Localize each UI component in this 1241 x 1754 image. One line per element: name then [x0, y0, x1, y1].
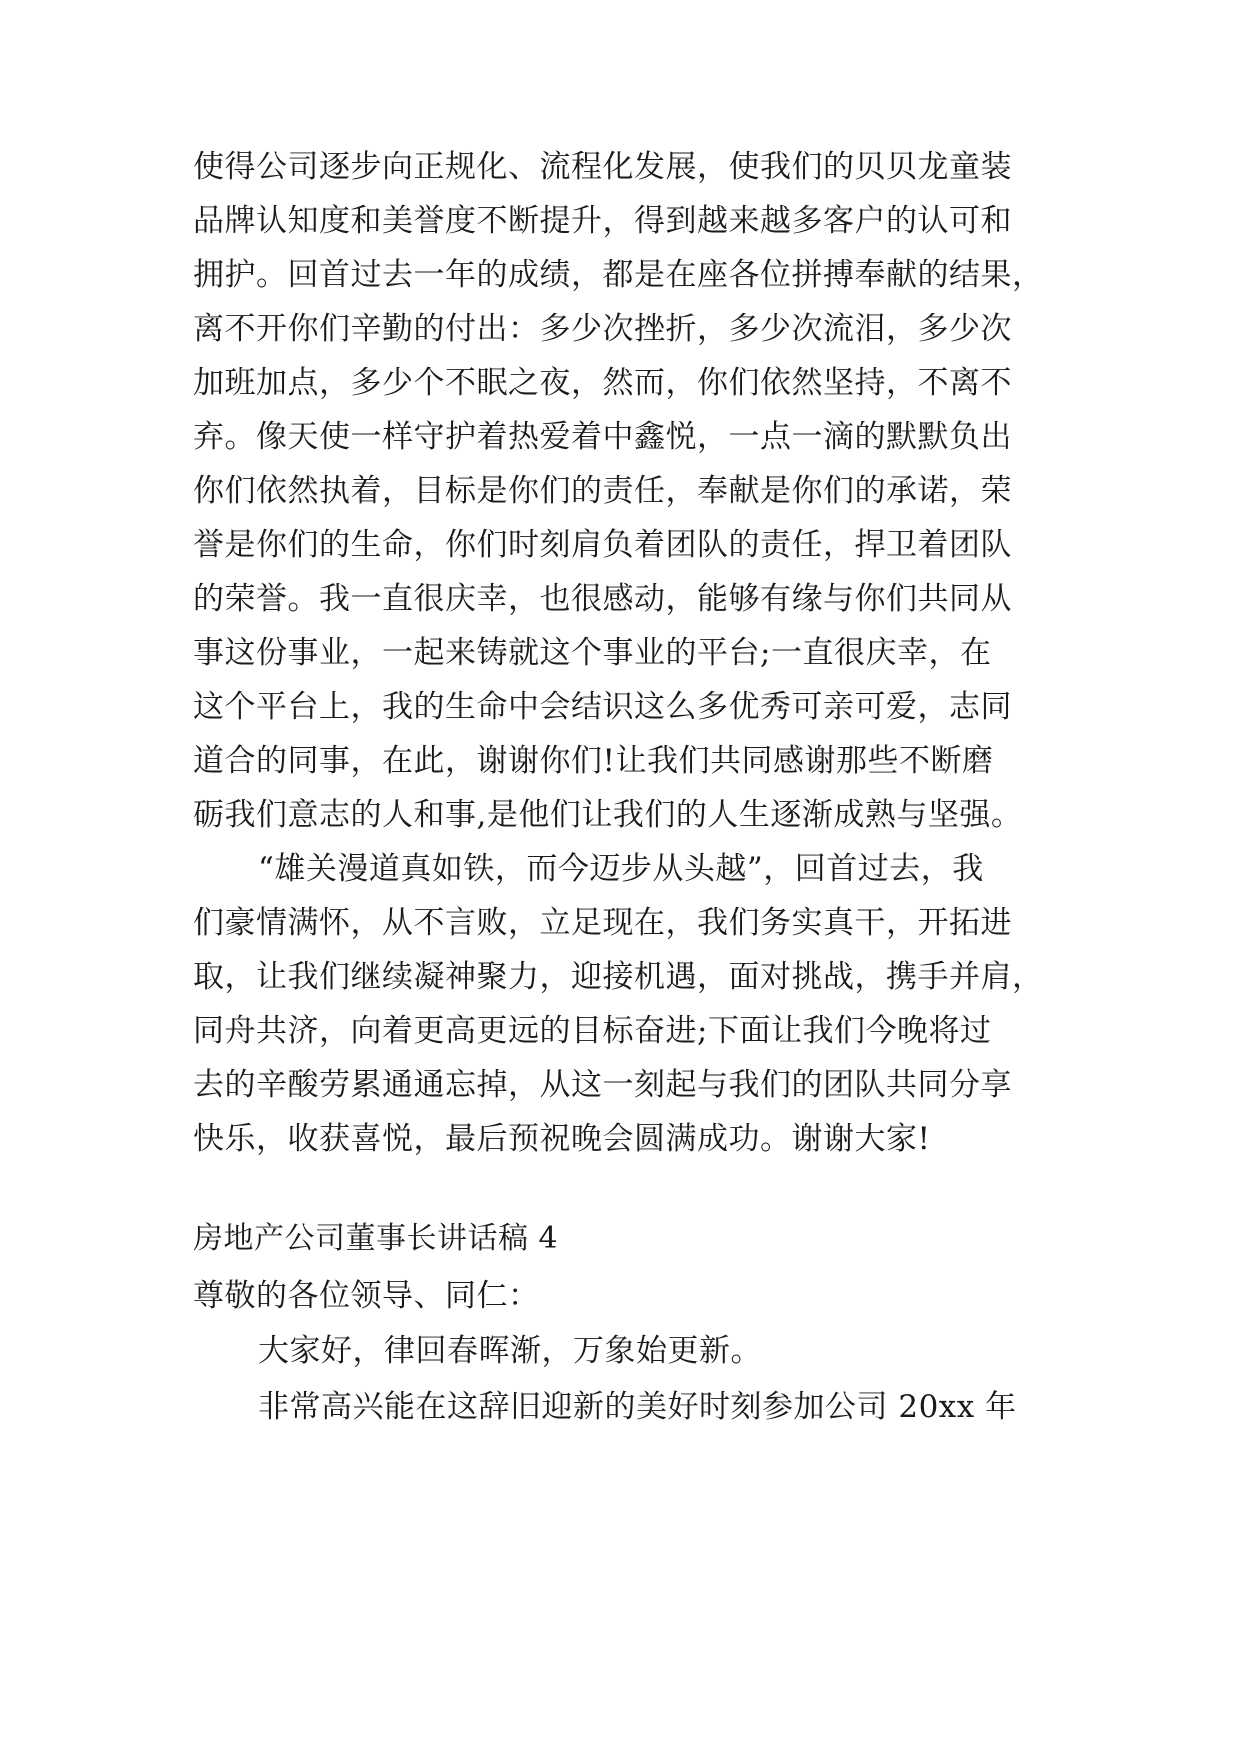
paragraph-line: 非常高兴能在这辞旧迎新的美好时刻参加公司 20xx 年 — [258, 1389, 1017, 1425]
paragraph-line: 品牌认知度和美誉度不断提升，得到越来越多客户的认可和 — [193, 203, 1012, 239]
paragraph-line: 们豪情满怀，从不言败，立足现在，我们务实真干，开拓进 — [193, 905, 1012, 941]
section-heading: 房地产公司董事长讲话稿 4 — [193, 1221, 559, 1256]
paragraph-line: 道合的同事，在此，谢谢你们!让我们共同感谢那些不断磨 — [193, 743, 994, 779]
paragraph-line: 誉是你们的生命，你们时刻肩负着团队的责任，捍卫着团队 — [193, 527, 1012, 563]
paragraph-line: 加班加点，多少个不眠之夜，然而，你们依然坚持，不离不 — [193, 365, 1012, 401]
salutation: 尊敬的各位领导、同仁： — [193, 1278, 540, 1314]
greeting-line: 大家好，律回春晖渐，万象始更新。 — [258, 1333, 762, 1369]
paragraph-line: “雄关漫道真如铁，而今迈步从头越”，回首过去，我 — [258, 851, 984, 887]
paragraph-line: 快乐，收获喜悦，最后预祝晚会圆满成功。谢谢大家! — [193, 1121, 931, 1157]
paragraph-line: 的荣誉。我一直很庆幸，也很感动，能够有缘与你们共同从 — [193, 581, 1012, 617]
paragraph-line: 使得公司逐步向正规化、流程化发展，使我们的贝贝龙童装 — [193, 149, 1012, 185]
paragraph-line: 砺我们意志的人和事,是他们让我们的人生逐渐成熟与坚强。 — [193, 797, 1023, 833]
paragraph-line: 离不开你们辛勤的付出：多少次挫折，多少次流泪，多少次 — [193, 311, 1012, 347]
paragraph-line: 去的辛酸劳累通通忘掉，从这一刻起与我们的团队共同分享 — [193, 1067, 1012, 1103]
paragraph-line: 取，让我们继续凝神聚力，迎接机遇，面对挑战，携手并肩， — [193, 959, 1044, 995]
paragraph-line: 同舟共济，向着更高更远的目标奋进;下面让我们今晚将过 — [193, 1013, 992, 1049]
paragraph-line: 事这份事业，一起来铸就这个事业的平台;一直很庆幸，在 — [193, 635, 992, 671]
paragraph-line: 弃。像天使一样守护着热爱着中鑫悦，一点一滴的默默负出 — [193, 419, 1012, 455]
paragraph-line: 拥护。回首过去一年的成绩，都是在座各位拼搏奉献的结果， — [193, 257, 1044, 293]
paragraph-line: 这个平台上，我的生命中会结识这么多优秀可亲可爱，志同 — [193, 689, 1012, 725]
paragraph-line: 你们依然执着，目标是你们的责任，奉献是你们的承诺，荣 — [193, 473, 1012, 509]
